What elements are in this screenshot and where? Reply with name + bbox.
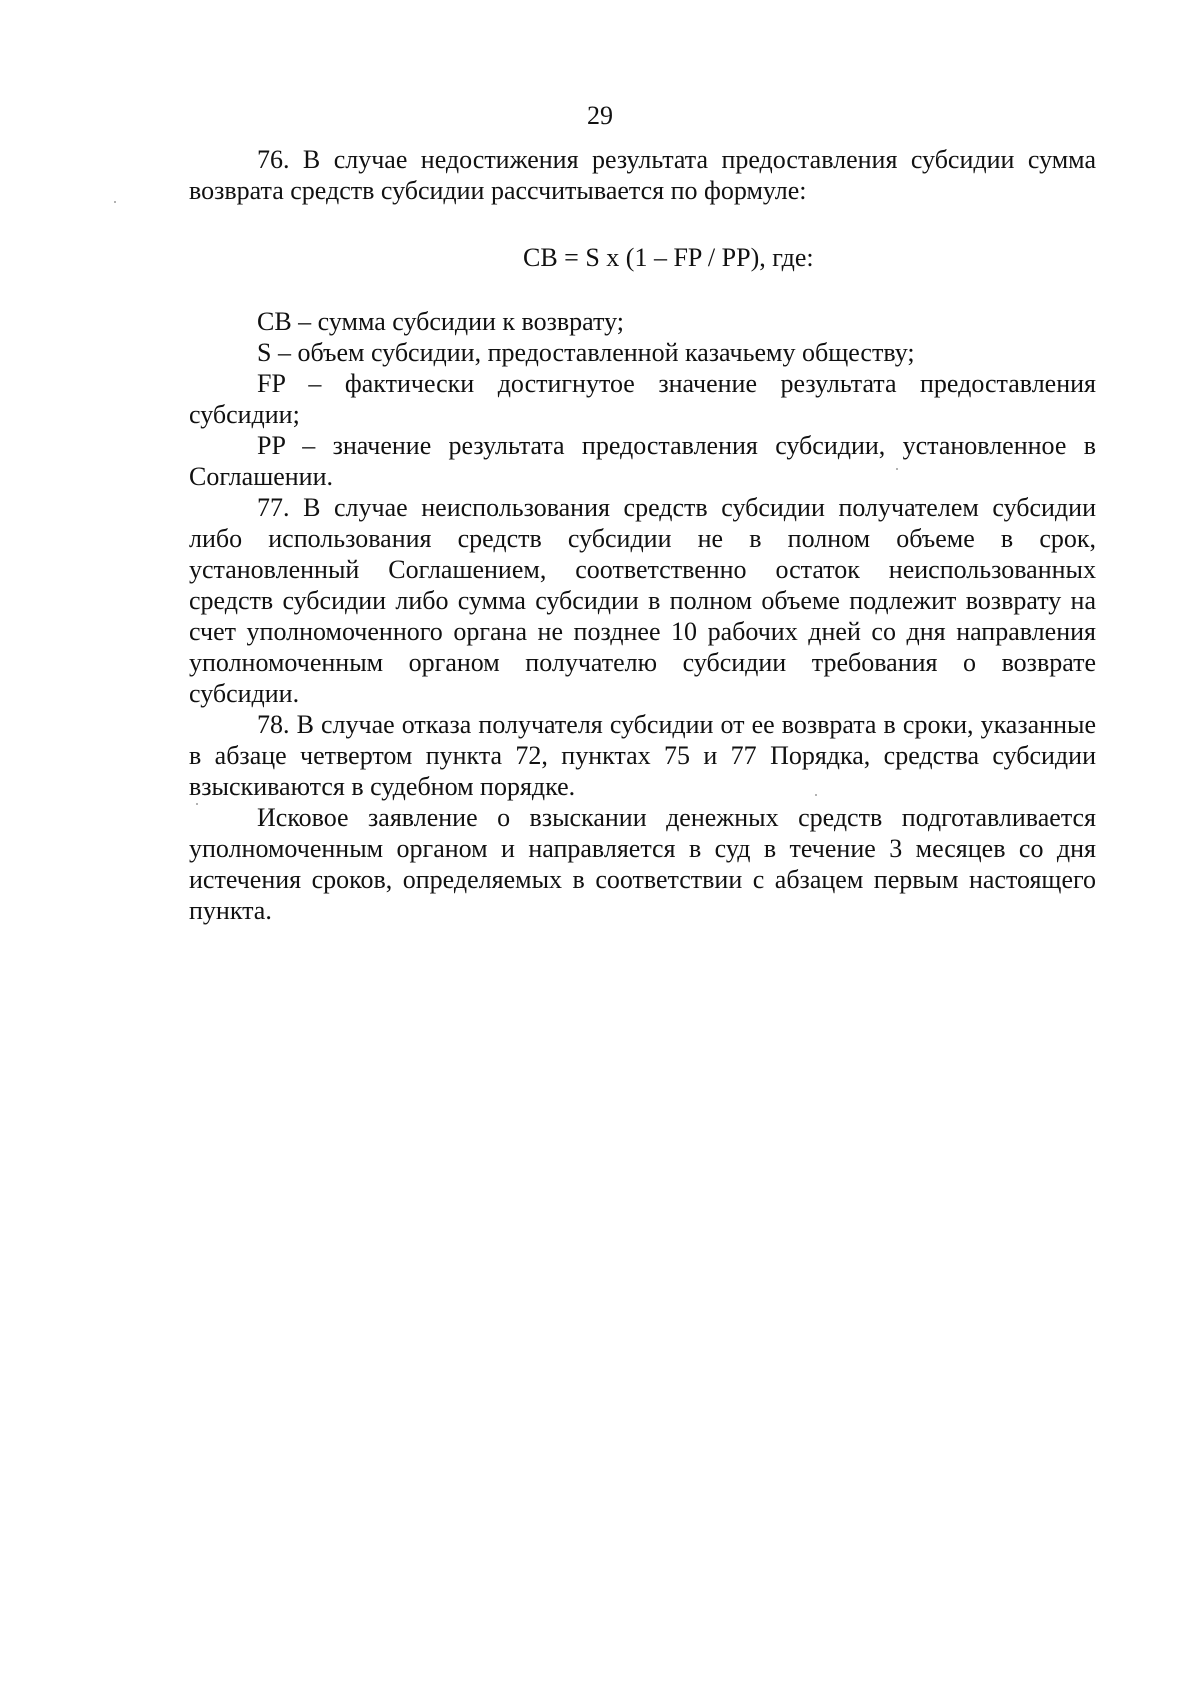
scan-speck bbox=[196, 803, 198, 805]
definition-pp: PP – значение результата предоставления субсидии, установленное в Соглашении. bbox=[189, 431, 1096, 491]
paragraph-claim: Исковое заявление о взыскании денежных средств подготавливается уполномоченным органом и направляется в суд в течение 3 месяцев со дня истечения сроков, определяемых в соответствии с абзацем первым настоящего пункта. bbox=[189, 803, 1096, 925]
definition-fp: FP – фактически достигнутое значение результата предоставления субсидии; bbox=[189, 369, 1096, 429]
definition-s: S – объем субсидии, предоставленной казачьему обществу; bbox=[257, 338, 915, 367]
page-number: 29 bbox=[587, 101, 613, 130]
scan-speck bbox=[896, 468, 898, 470]
scan-speck bbox=[114, 201, 116, 203]
paragraph-77: 77. В случае неиспользования средств субсидии получателем субсидии либо использования средств субсидии не в полном объеме в срок, установленный Соглашением, соответственно остаток неиспользованных средств субсидии либо сумма субсидии в полном объеме подлежит возврату на счет уполномоченного органа не позднее 10 рабочих дней со дня направления уполномоченным органом получателю субсидии требования о возврате субсидии. bbox=[189, 493, 1096, 708]
scan-speck bbox=[815, 794, 817, 796]
formula: СВ = S x (1 – FP / PP), где: bbox=[523, 243, 814, 272]
document-body bbox=[189, 144, 1096, 926]
definition-cb: СВ – сумма субсидии к возврату; bbox=[257, 307, 624, 336]
paragraph-76: 76. В случае недостижения результата предоставления субсидии сумма возврата средств субсидии рассчитывается по формуле: bbox=[189, 145, 1096, 205]
paragraph-78: 78. В случае отказа получателя субсидии от ее возврата в сроки, указанные в абзаце четвертом пункта 72, пунктах 75 и 77 Порядка, средства субсидии взыскиваются в судебном порядке. bbox=[189, 710, 1096, 801]
